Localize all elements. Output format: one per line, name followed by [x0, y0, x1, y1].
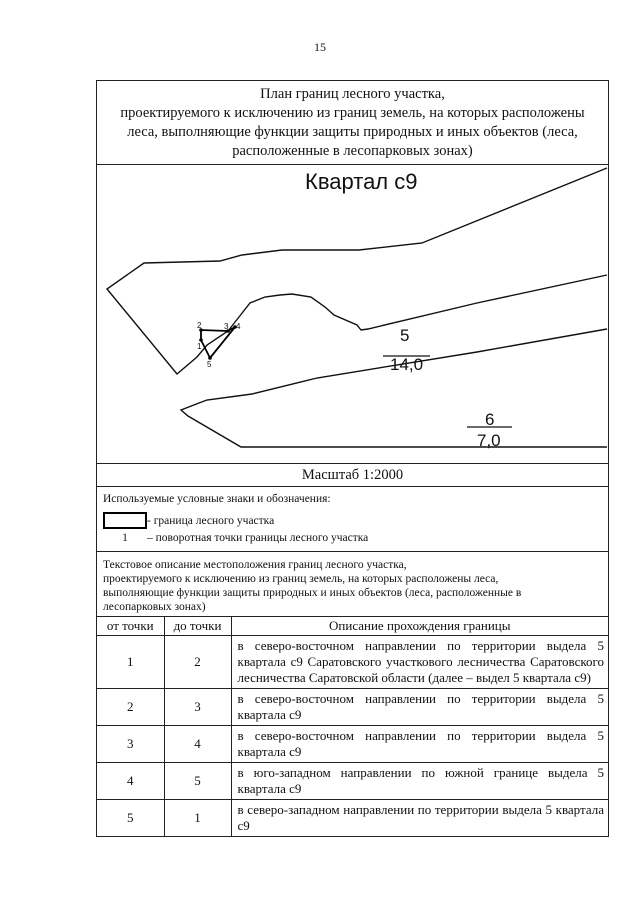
header-from: от точки: [97, 617, 164, 636]
map-scale: Масштаб 1:2000: [97, 464, 608, 487]
boundary-table: [97, 617, 608, 836]
page-number: 15: [314, 40, 326, 54]
document-frame: [96, 80, 609, 837]
description-line: лесопарковых зонах): [103, 601, 206, 613]
description-line: выполняющие функции защиты природных и иных объектов (леса, расположенные в: [103, 587, 522, 599]
plot-5-number: 5: [400, 326, 410, 345]
header-to: до точки: [164, 617, 231, 636]
title-line: План границ лесного участка,: [260, 86, 445, 102]
cell-from: 5: [97, 800, 164, 837]
cell-to: 2: [164, 636, 231, 689]
table-row: [97, 763, 608, 800]
cell-text: в северо-западном направлении по территории выдела 5 квартала с9: [231, 800, 608, 837]
legend-title: Используемые условные знаки и обозначения:: [103, 493, 331, 505]
plot-6-number: 6: [485, 410, 495, 429]
cell-text: в северо-восточном направлении по территории выдела 5 квартала с9: [231, 689, 608, 726]
point-label-5: 5: [207, 360, 212, 369]
boundary-description: [97, 552, 608, 617]
map-drawing: [97, 165, 608, 463]
header-description: Описание прохождения границы: [231, 617, 608, 636]
legend: [97, 487, 608, 552]
cell-to: 4: [164, 726, 231, 763]
table-row: [97, 800, 608, 837]
legend-point-symbol: 1: [122, 532, 128, 544]
table-row: [97, 726, 608, 763]
cell-from: 4: [97, 763, 164, 800]
plot-6-area: 7,0: [477, 431, 501, 450]
legend-row-boundary: [103, 512, 274, 529]
cell-to: 1: [164, 800, 231, 837]
plot-boundary: [201, 327, 235, 358]
cell-from: 1: [97, 636, 164, 689]
boundary-map: [97, 165, 608, 464]
table-row: [97, 636, 608, 689]
cell-text: в северо-восточном направлении по территории выдела 5 квартала с9: [231, 726, 608, 763]
title-line: проектируемого к исключению из границ земель, на которых расположены: [120, 105, 585, 121]
cell-to: 5: [164, 763, 231, 800]
quarter-label: Квартал с9: [305, 169, 418, 194]
cell-text: в юго-западном направлении по южной границе выдела 5 квартала с9: [231, 763, 608, 800]
table-header-row: [97, 617, 608, 636]
cell-to: 3: [164, 689, 231, 726]
point-label-4: 4: [236, 322, 241, 331]
point-label-3: 3: [224, 322, 229, 331]
legend-boundary-label: - граница лесного участка: [147, 514, 275, 527]
point-label-1: 1: [197, 342, 202, 351]
plan-title: [97, 81, 608, 165]
cell-text: в северо-восточном направлении по территории выдела 5 квартала с9 Саратовского участкового лесничества Саратовского лесничества Саратовской области (далее – выдел 5 квартала с9): [231, 636, 608, 689]
boundary-swatch: [103, 512, 147, 529]
legend-point-label: – поворотная точки границы лесного участка: [147, 532, 369, 544]
table-row: [97, 689, 608, 726]
description-line: проектируемого к исключению из границ земель, на которых расположены леса,: [103, 573, 499, 585]
quarter-boundary-north: [107, 168, 607, 374]
plot-5-area: 14,0: [390, 355, 424, 374]
quarter-boundary-south: [181, 329, 607, 447]
legend-row-point: [103, 532, 368, 544]
description-line: Текстовое описание местоположения границ лесного участка,: [103, 559, 407, 571]
point-label-2: 2: [197, 321, 202, 330]
title-line: леса, выполняющие функции защиты природных и иных объектов (леса,: [127, 124, 578, 140]
cell-from: 2: [97, 689, 164, 726]
title-line: расположенные в лесопарковых зонах): [232, 143, 473, 159]
cell-from: 3: [97, 726, 164, 763]
